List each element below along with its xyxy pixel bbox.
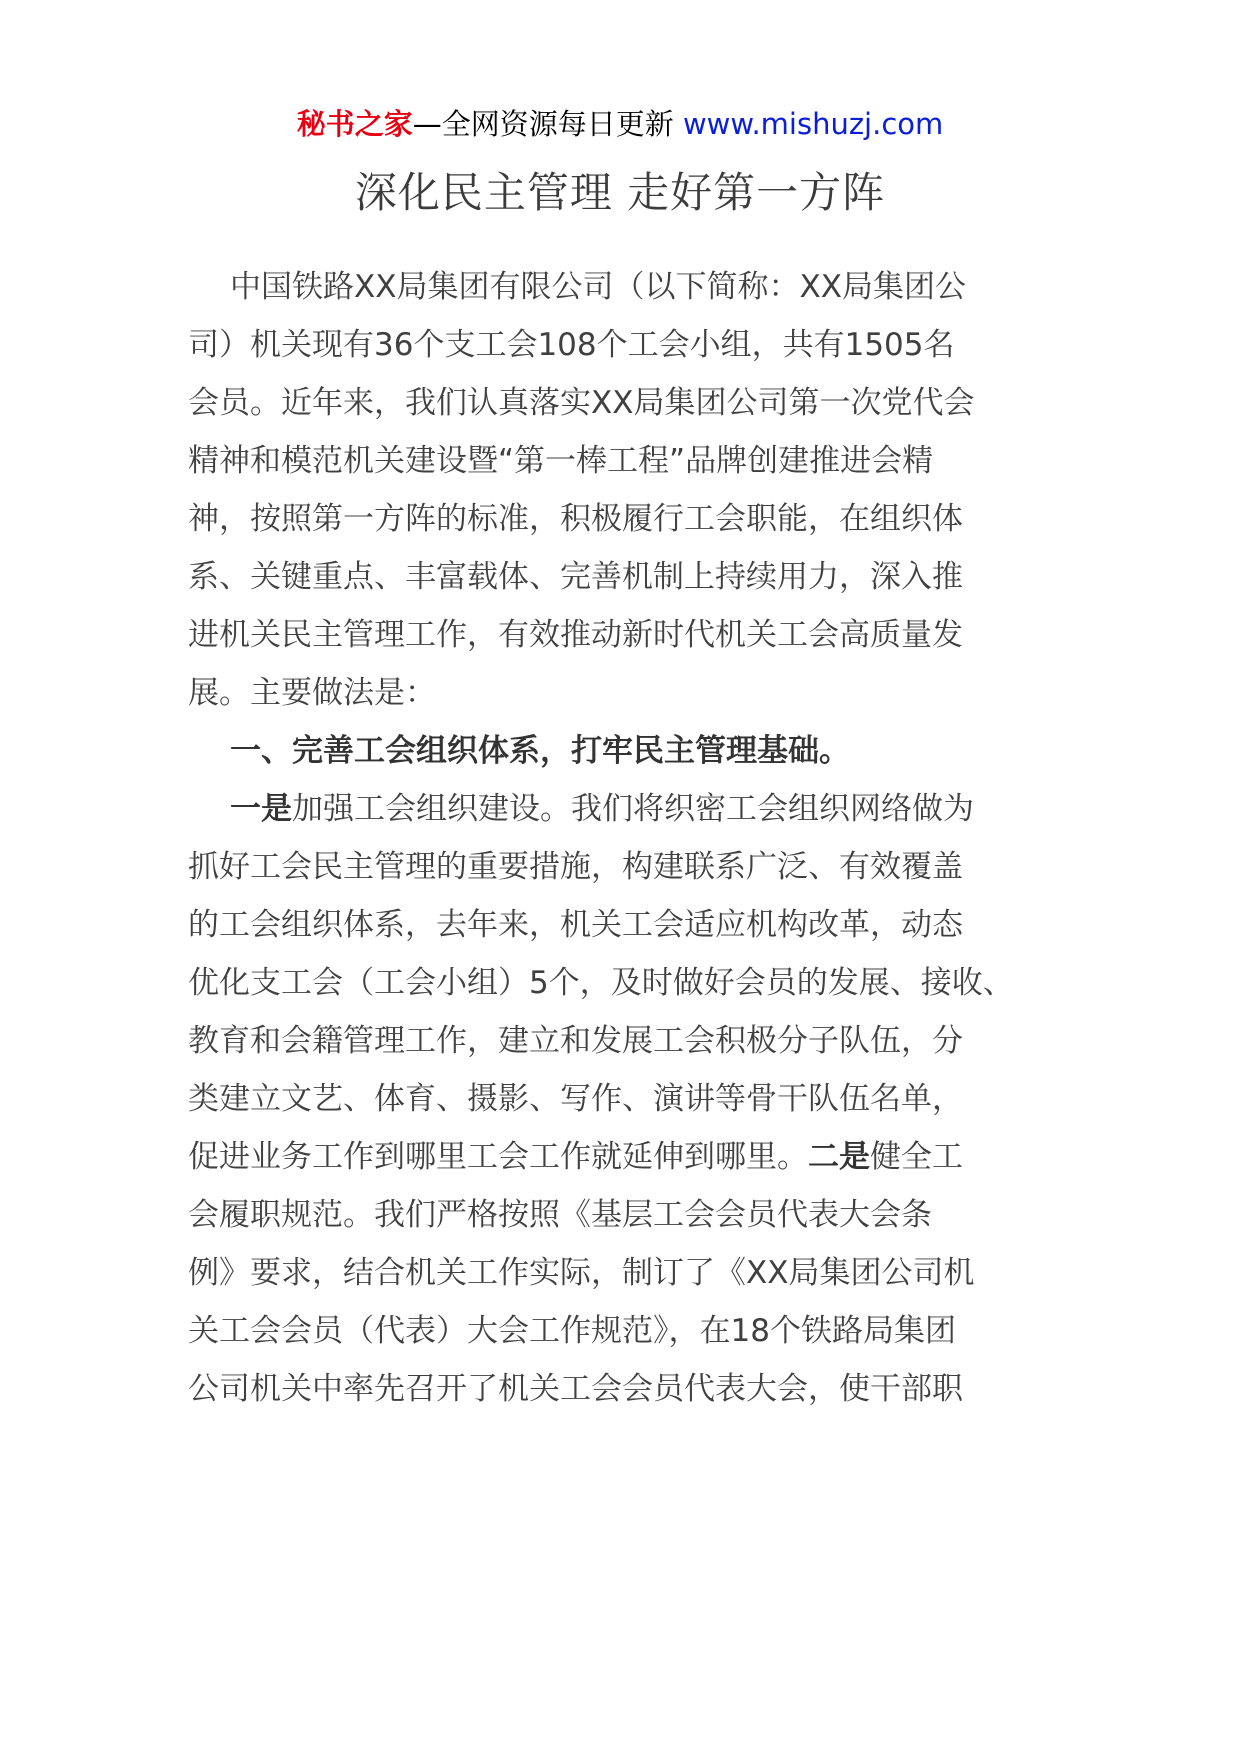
paragraph-line: 的工会组织体系，去年来，机关工会适应机构改革，动态 <box>188 907 963 943</box>
paragraph-line <box>230 787 974 831</box>
paragraph-line: 神，按照第一方阵的标准，积极履行工会职能，在组织体 <box>188 501 963 537</box>
document-title: 深化民主管理 走好第一方阵 <box>354 168 886 217</box>
paragraph-text: 健全工 <box>870 1139 963 1175</box>
paragraph-line: 中国铁路XX局集团有限公司（以下简称：XX局集团公 <box>230 269 966 305</box>
bold-lead: 二是 <box>808 1139 870 1175</box>
bold-lead: 一是 <box>230 791 292 827</box>
paragraph-text: 促进业务工作到哪里工会工作就延伸到哪里。 <box>188 1139 808 1175</box>
site-header <box>0 104 1240 144</box>
paragraph-line: 系、关键重点、丰富载体、完善机制上持续用力，深入推 <box>188 559 963 595</box>
brand-name: 秘书之家 <box>296 107 413 141</box>
paragraph-line: 优化支工会（工会小组）5个，及时做好会员的发展、接收、 <box>188 965 1014 1001</box>
paragraph-line: 教育和会籍管理工作，建立和发展工会积极分子队伍，分 <box>188 1023 963 1059</box>
paragraph-line <box>188 1135 963 1179</box>
section-heading: 一、完善工会组织体系，打牢民主管理基础。 <box>230 733 850 769</box>
paragraph-line: 会履职规范。我们严格按照《基层工会会员代表大会条 <box>188 1197 932 1233</box>
paragraph-line: 抓好工会民主管理的重要措施，构建联系广泛、有效覆盖 <box>188 849 963 885</box>
paragraph-line: 会员。近年来，我们认真落实XX局集团公司第一次党代会 <box>188 385 975 421</box>
paragraph-line: 精神和模范机关建设暨“第一棒工程”品牌创建推进会精 <box>188 443 934 479</box>
paragraph-text: 加强工会组织建设。我们将织密工会组织网络做为 <box>292 791 974 827</box>
paragraph-line: 司）机关现有36个支工会108个工会小组，共有1505名 <box>188 327 955 363</box>
paragraph-line: 例》要求，结合机关工作实际，制订了《XX局集团公司机 <box>188 1255 975 1291</box>
paragraph-line: 类建立文艺、体育、摄影、写作、演讲等骨干队伍名单， <box>188 1081 963 1117</box>
paragraph-line: 进机关民主管理工作，有效推动新时代机关工会高质量发 <box>188 617 963 653</box>
paragraph-line: 关工会会员（代表）大会工作规范》，在18个铁路局集团 <box>188 1313 956 1349</box>
header-slogan: —全网资源每日更新 <box>412 107 674 141</box>
paragraph-line: 公司机关中率先召开了机关工会会员代表大会，使干部职 <box>188 1371 963 1407</box>
paragraph-line: 展。主要做法是： <box>188 675 436 711</box>
site-url-link[interactable]: www.mishuzj.com <box>682 107 944 141</box>
